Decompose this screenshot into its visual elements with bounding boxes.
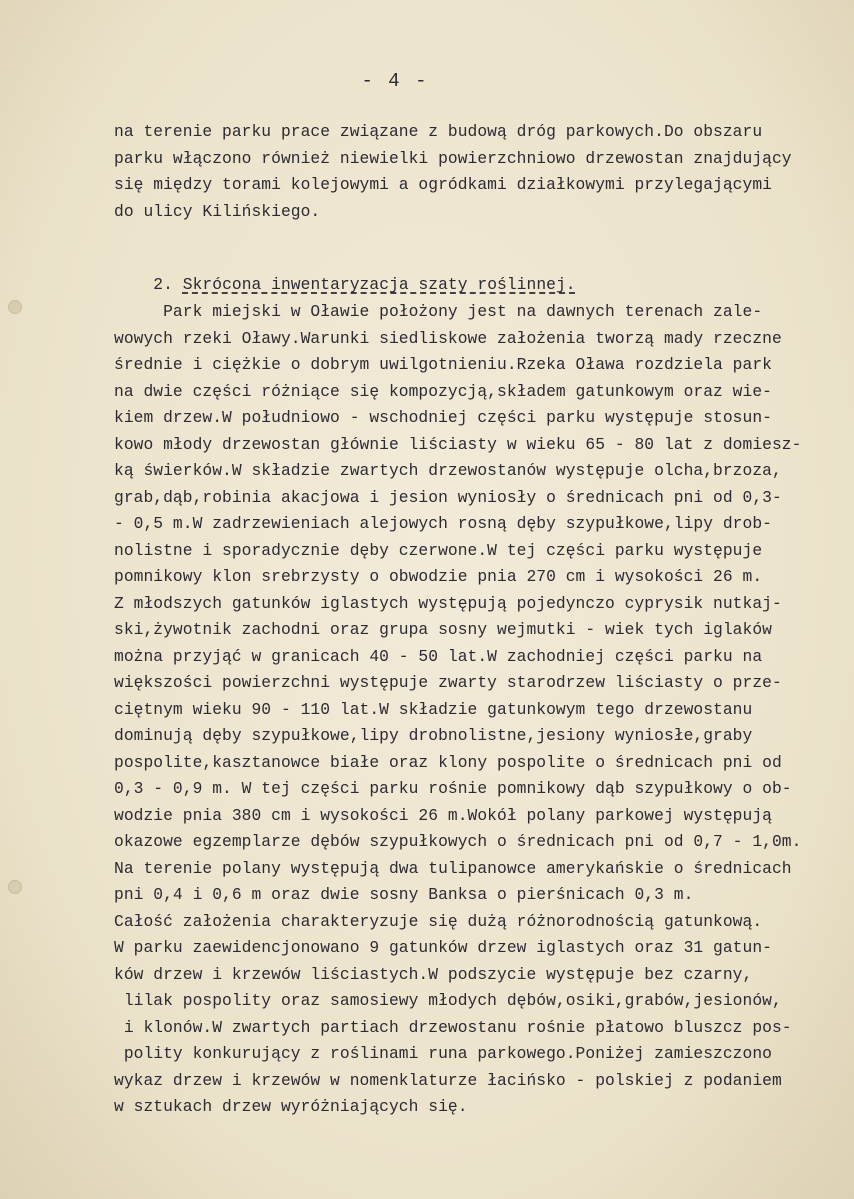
- text-line: dominują dęby szypułkowe,lipy drobnolistne,jesiony wyniosłe,graby: [114, 726, 753, 745]
- text-line: W parku zaewidencjonowano 9 gatunków drzew iglastych oraz 31 gatun-: [114, 938, 772, 957]
- text-line: do ulicy Kilińskiego.: [114, 201, 321, 221]
- text-line: większości powierzchni występuje zwarty starodrzew liściasty o prze-: [114, 673, 782, 692]
- text-line: wodzie pnia 380 cm i wysokości 26 m.Wokół polany parkowej występują: [114, 805, 772, 825]
- text-line: można przyjąć w granicach 40 - 50 lat.W zachodniej części parku na: [114, 646, 763, 666]
- punch-hole: [8, 300, 22, 314]
- text-line: średnie i ciężkie o dobrym uwilgotnieniu.Rzeka Oława rozdziela park: [114, 355, 772, 374]
- text-line: na terenie parku prace związane z budową dróg parkowych.Do obszaru: [114, 122, 763, 141]
- text-line: w sztukach drzew wyróżniających się.: [114, 1097, 468, 1116]
- text-line: ką świerków.W składzie zwartych drzewostanów występuje olcha,brzoza,: [114, 461, 782, 480]
- text-line: kiem drzew.W południowo - wschodniej części parku występuje stosun-: [114, 408, 772, 427]
- text-line: ków drzew i krzewów liściastych.W podszycie występuje bez czarny,: [114, 964, 753, 984]
- text-line: wykaz drzew i krzewów w nomenklaturze łacińsko - polskiej z podaniem: [114, 1070, 782, 1090]
- text-line: okazowe egzemplarze dębów szypułkowych o średnicach pni od 0,7 - 1,0m.: [114, 832, 802, 851]
- text-line: Na terenie polany występują dwa tulipanowce amerykańskie o średnicach: [114, 858, 792, 878]
- text-line: wowych rzeki Oławy.Warunki siedliskowe założenia tworzą mady rzeczne: [114, 328, 782, 348]
- page-number: - 4 -: [361, 70, 429, 92]
- text-line: ski,żywotnik zachodni oraz grupa sosny wejmutki - wiek tych iglaków: [114, 620, 772, 639]
- text-line: grab,dąb,robinia akacjowa i jesion wyniosły o średnicach pni od 0,3-: [114, 487, 782, 507]
- text-line: nolistne i sporadycznie dęby czerwone.W tej części parku występuje: [114, 540, 763, 560]
- section-title: Skrócona inwentaryzacja szaty roślinnej.: [182, 275, 576, 294]
- text-line: Całość założenia charakteryzuje się dużą różnorodnością gatunkową.: [114, 911, 763, 931]
- text-line: 0,3 - 0,9 m. W tej części parku rośnie pomnikowy dąb szypułkowy o ob-: [114, 779, 792, 798]
- text-line: na dwie części różniące się kompozycją,składem gatunkowym oraz wie-: [114, 381, 772, 401]
- text-line: Z młodszych gatunków iglastych występują pojedynczo cyprysik nutkaj-: [114, 593, 782, 613]
- text-line: i klonów.W zwartych partiach drzewostanu rośnie płatowo bluszcz pos-: [114, 1017, 792, 1037]
- text-line: - 0,5 m.W zadrzewieniach alejowych rosną dęby szypułkowe,lipy drob-: [114, 514, 772, 533]
- text-line: się między torami kolejowymi a ogródkami działkowymi przylegającymi: [114, 175, 772, 194]
- section-number: 2.: [153, 275, 173, 294]
- text-line: pni 0,4 i 0,6 m oraz dwie sosny Banksa o pierśnicach 0,3 m.: [114, 885, 694, 904]
- text-line: ciętnym wieku 90 - 110 lat.W składzie gatunkowym tego drzewostanu: [114, 699, 753, 719]
- punch-hole: [8, 880, 22, 894]
- text-line: polity konkurujący z roślinami runa parkowego.Poniżej zamieszczono: [114, 1044, 772, 1063]
- text-line: pospolite,kasztanowce białe oraz klony pospolite o średnicach pni od: [114, 752, 782, 772]
- text-line: pomnikowy klon srebrzysty o obwodzie pnia 270 cm i wysokości 26 m.: [114, 567, 763, 586]
- text-line: lilak pospolity oraz samosiewy młodych dębów,osiki,grabów,jesionów,: [114, 991, 782, 1010]
- text-line: kowo młody drzewostan głównie liściasty w wieku 65 - 80 lat z domiesz-: [114, 434, 802, 454]
- text-line: Park miejski w Oławie położony jest na dawnych terenach zale-: [114, 302, 763, 321]
- text-line: parku włączono również niewielki powierzchniowo drzewostan znajdujący: [114, 148, 792, 168]
